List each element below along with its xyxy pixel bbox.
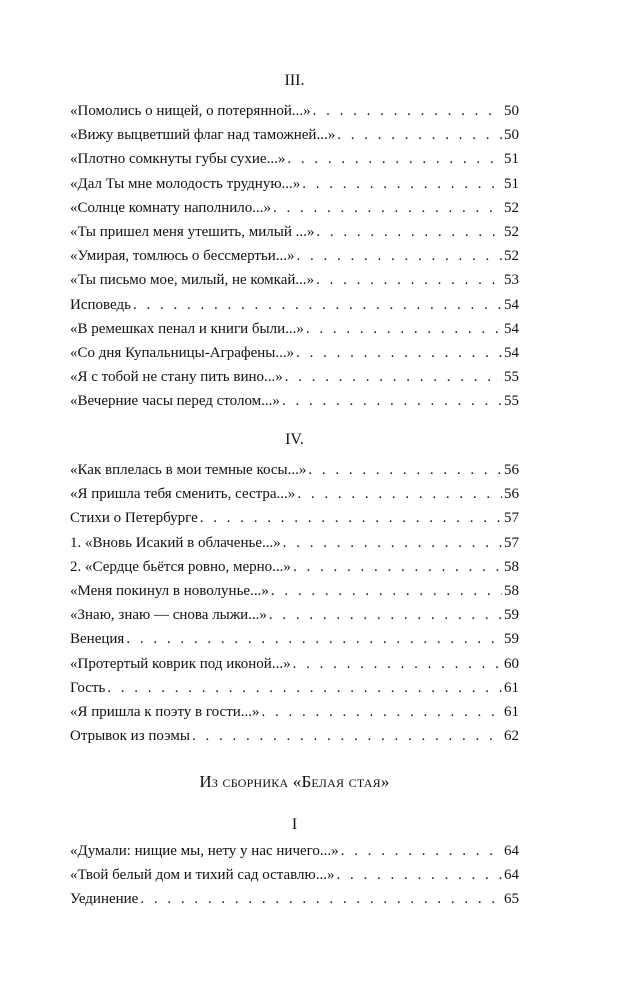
toc-entry-title: «Твой белый дом и тихий сад оставлю...» (70, 867, 335, 884)
toc-entry (70, 462, 519, 486)
toc-entry-title: Гость (70, 679, 106, 696)
toc-entry-page-number: 58 (504, 558, 519, 575)
toc-entry (70, 248, 519, 272)
toc-entry (70, 321, 519, 345)
toc-entry (70, 559, 519, 583)
toc-entry-title: «В ремешках пенал и книги были...» (70, 320, 304, 337)
dot-leader (302, 176, 502, 193)
dot-leader (262, 704, 502, 721)
toc-entry-title: «Ты пришел меня утешить, милый ...» (70, 223, 315, 240)
dot-leader (192, 728, 502, 745)
section-heading-i: I (291, 816, 298, 833)
toc-entry-page-number: 52 (504, 248, 519, 265)
toc-entry-title: Стихи о Петербурге (70, 510, 198, 527)
toc-entry-title: «Плотно сомкнуты губы сухие...» (70, 151, 286, 168)
dot-leader (140, 891, 502, 908)
toc-entry-page-number: 50 (504, 127, 519, 144)
toc-entry-page-number: 64 (504, 867, 519, 884)
toc-entry-page-number: 62 (504, 728, 519, 745)
toc-entry-title: «Помолись о нищей, о потерянной...» (70, 103, 311, 119)
dot-leader (282, 393, 502, 410)
toc-entry (70, 224, 519, 248)
dot-leader (341, 843, 502, 860)
toc-entry (70, 369, 519, 393)
toc-entry-title: «Меня покинул в новолунье...» (70, 582, 269, 599)
dot-leader (107, 680, 502, 697)
toc-entry-page-number: 60 (504, 655, 519, 672)
toc-entry (70, 704, 519, 728)
toc-entry-page-number: 51 (504, 151, 519, 168)
toc-entry-title: «Знаю, знаю — снова лыжи...» (70, 607, 267, 624)
toc-list-section-i (70, 843, 519, 916)
toc-entry-page-number: 61 (504, 703, 519, 720)
toc-entry-title: «Я пришла тебя сменить, сестра...» (70, 486, 296, 503)
toc-entry-title: «Думали: нищие мы, нету у нас ничего...» (70, 843, 339, 859)
toc-entry-page-number: 57 (504, 534, 519, 551)
toc-entry-title: «Я пришла к поэту в гости...» (70, 703, 260, 720)
toc-entry (70, 176, 519, 200)
toc-entry-page-number: 53 (504, 272, 519, 289)
toc-entry-title: Венеция (70, 631, 125, 648)
toc-entry-page-number: 52 (504, 223, 519, 240)
dot-leader (285, 369, 502, 386)
toc-entry-title: «Дал Ты мне молодость трудную...» (70, 175, 301, 192)
toc-entry-page-number: 65 (504, 891, 519, 908)
toc-entry-page-number: 55 (504, 369, 519, 386)
toc-entry (70, 583, 519, 607)
toc-entry-page-number: 57 (504, 510, 519, 527)
dot-leader (306, 321, 502, 338)
toc-entry (70, 345, 519, 369)
toc-list-section-iii (70, 103, 519, 417)
dot-leader (308, 462, 502, 479)
dot-leader (297, 248, 502, 265)
dot-leader (273, 200, 502, 217)
toc-entry-title: «Вижу выцветший флаг над таможней...» (70, 127, 336, 144)
dot-leader (287, 151, 502, 168)
toc-entry-page-number: 54 (504, 296, 519, 313)
toc-entry-page-number: 58 (504, 582, 519, 599)
collection-title: Из сборника «Белая стая» (199, 772, 390, 791)
dot-leader (293, 559, 502, 576)
toc-entry (70, 272, 519, 296)
toc-entry (70, 297, 519, 321)
toc-entry (70, 680, 519, 704)
toc-entry-page-number: 55 (504, 393, 519, 410)
toc-entry-page-number: 59 (504, 607, 519, 624)
toc-entry (70, 728, 519, 752)
toc-entry (70, 843, 519, 867)
toc-entry-title: «Умирая, томлюсь о бессмертьи...» (70, 248, 295, 265)
toc-entry (70, 510, 519, 534)
dot-leader (269, 607, 502, 624)
dot-leader (126, 631, 502, 648)
dot-leader (283, 535, 502, 552)
toc-entry (70, 891, 519, 915)
toc-entry-title: «Вечерние часы перед столом...» (70, 393, 280, 410)
toc-entry (70, 631, 519, 655)
toc-entry-page-number: 52 (504, 199, 519, 216)
dot-leader (337, 127, 502, 144)
toc-entry (70, 393, 519, 417)
toc-entry-page-number: 64 (504, 843, 519, 859)
toc-entry (70, 127, 519, 151)
toc-entry-title: 2. «Сердце бьётся ровно, мерно...» (70, 558, 291, 575)
toc-entry (70, 867, 519, 891)
dot-leader (293, 656, 502, 673)
toc-entry-title: «Ты письмо мое, милый, не комкай...» (70, 272, 315, 289)
toc-entry-title: «Протертый коврик под иконой...» (70, 655, 291, 672)
toc-entry-title: «Со дня Купальницы-Аграфены...» (70, 344, 295, 361)
toc-entry (70, 486, 519, 510)
toc-entry-page-number: 56 (504, 462, 519, 478)
toc-entry-page-number: 56 (504, 486, 519, 503)
dot-leader (271, 583, 502, 600)
toc-entry-title: «Я с тобой не стану пить вино...» (70, 369, 283, 386)
toc-entry-page-number: 54 (504, 344, 519, 361)
toc-entry (70, 656, 519, 680)
toc-entry-title: «Как вплелась в мои темные косы...» (70, 462, 307, 478)
toc-entry (70, 607, 519, 631)
toc-entry-title: Уединение (70, 891, 139, 908)
dot-leader (316, 272, 502, 289)
toc-entry-title: Отрывок из поэмы (70, 728, 190, 745)
toc-entry (70, 200, 519, 224)
dot-leader (313, 103, 502, 120)
toc-entry-title: «Солнце комнату наполнило...» (70, 199, 271, 216)
toc-entry-page-number: 61 (504, 679, 519, 696)
section-heading-iv: IV. (285, 431, 304, 448)
toc-entry-page-number: 59 (504, 631, 519, 648)
toc-entry-title: 1. «Вновь Исакий в облаченье...» (70, 534, 281, 551)
dot-leader (297, 486, 502, 503)
toc-entry-title: Исповедь (70, 296, 131, 313)
section-heading-iii: III. (284, 72, 305, 89)
dot-leader (296, 345, 502, 362)
toc-entry (70, 151, 519, 175)
dot-leader (316, 224, 502, 241)
toc-list-section-iv (70, 462, 519, 752)
dot-leader (337, 867, 503, 884)
dot-leader (200, 510, 502, 527)
toc-entry (70, 535, 519, 559)
dot-leader (133, 297, 502, 314)
toc-entry-page-number: 54 (504, 320, 519, 337)
toc-entry (70, 103, 519, 127)
toc-entry-page-number: 50 (504, 103, 519, 119)
toc-entry-page-number: 51 (504, 175, 519, 192)
